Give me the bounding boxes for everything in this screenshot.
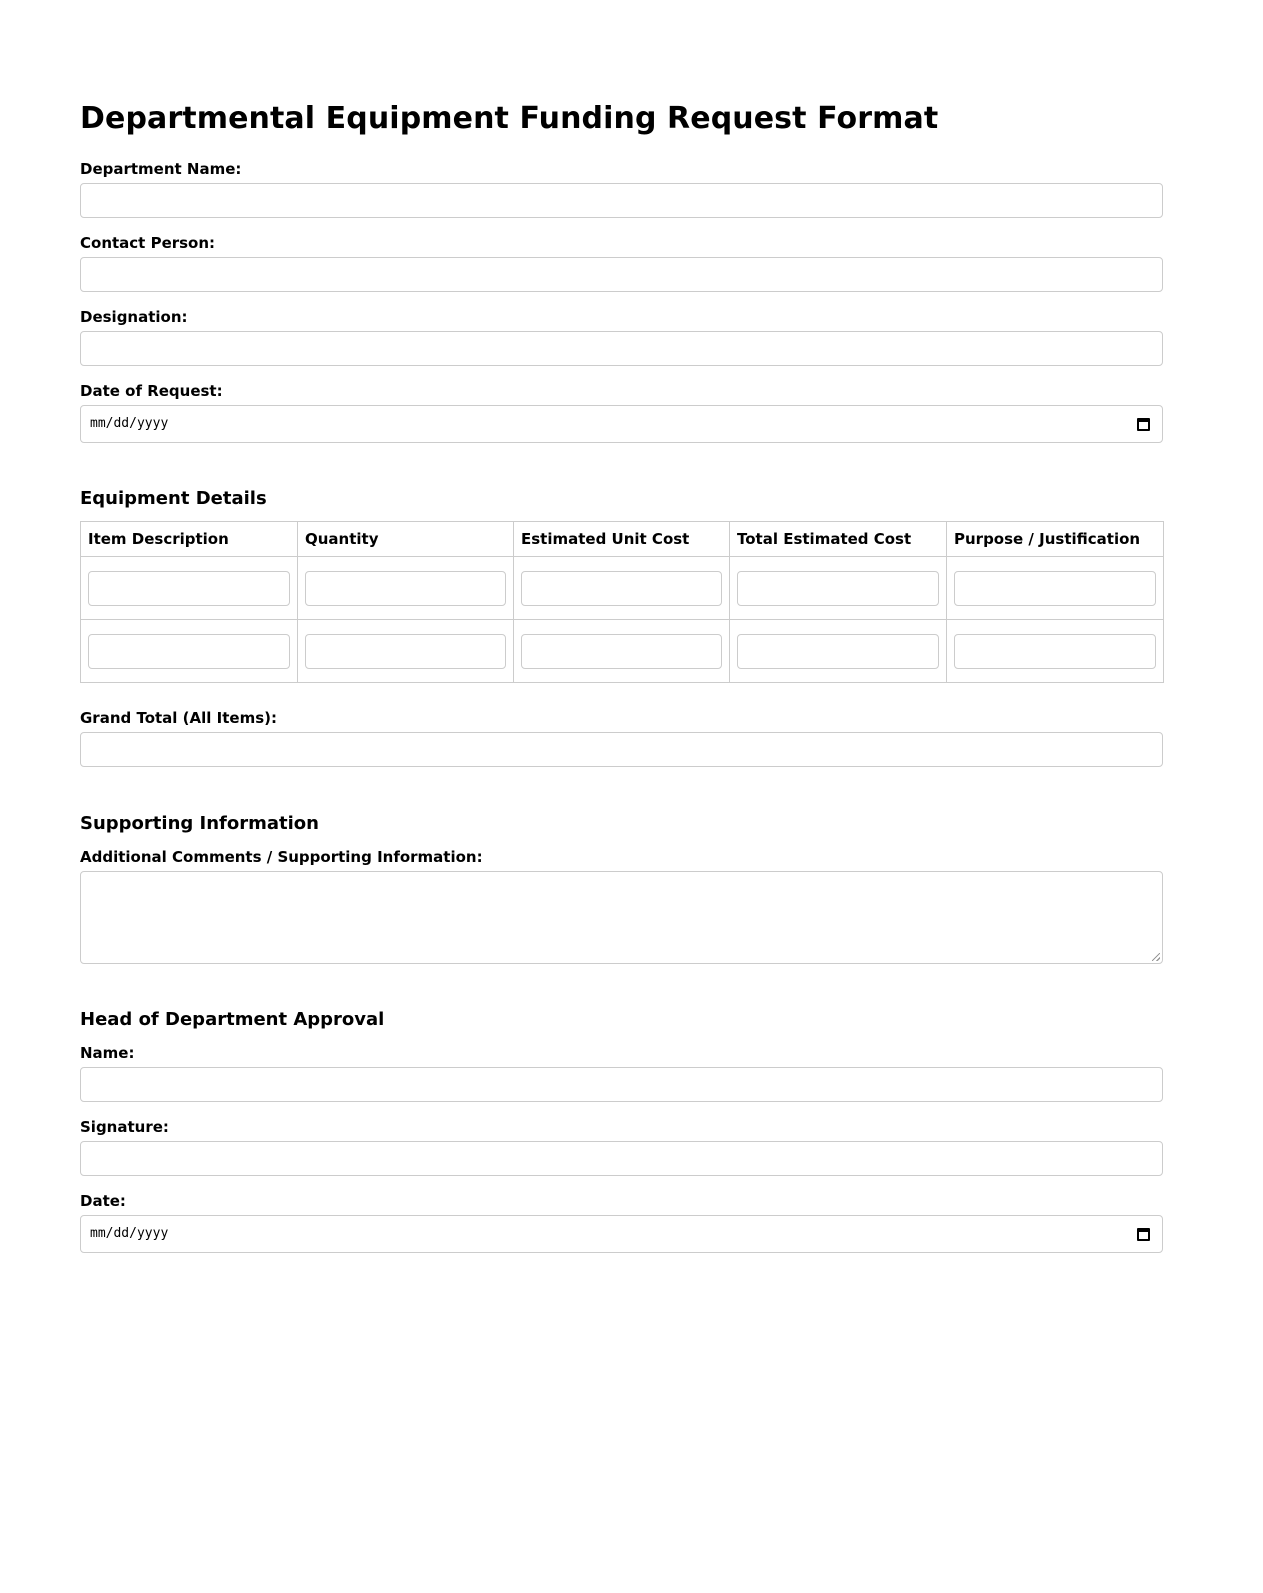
calendar-icon[interactable] <box>1137 418 1150 431</box>
table-row <box>81 557 1164 620</box>
department-name-label: Department Name: <box>80 160 242 178</box>
quantity-input[interactable] <box>305 634 506 669</box>
unit-cost-input[interactable] <box>521 571 722 606</box>
date-of-request-label: Date of Request: <box>80 382 223 400</box>
designation-label: Designation: <box>80 308 188 326</box>
grand-total-label: Grand Total (All Items): <box>80 709 277 727</box>
total-cost-input[interactable] <box>737 571 939 606</box>
column-header: Quantity <box>298 522 514 557</box>
contact-person-label: Contact Person: <box>80 234 216 252</box>
department-name-input[interactable] <box>80 183 1163 218</box>
justification-input[interactable] <box>954 634 1156 669</box>
contact-person-input[interactable] <box>80 257 1163 292</box>
comments-textarea[interactable] <box>80 871 1163 964</box>
table-cell <box>514 620 730 683</box>
column-header: Total Estimated Cost <box>730 522 947 557</box>
date-placeholder: mm/dd/yyyy <box>90 1226 169 1241</box>
approval-date-label: Date: <box>80 1192 126 1210</box>
approver-name-input[interactable] <box>80 1067 1163 1102</box>
item-description-input[interactable] <box>88 571 290 606</box>
equipment-table <box>80 521 1164 683</box>
column-header: Estimated Unit Cost <box>514 522 730 557</box>
approval-heading: Head of Department Approval <box>80 1009 385 1030</box>
item-description-input[interactable] <box>88 634 290 669</box>
table-cell <box>514 557 730 620</box>
table-header-row <box>81 522 1164 557</box>
table-row <box>81 620 1164 683</box>
supporting-information-heading: Supporting Information <box>80 813 319 834</box>
resize-grip-icon[interactable] <box>1152 953 1160 961</box>
approval-date-input[interactable] <box>80 1215 1163 1253</box>
table-cell <box>81 557 298 620</box>
justification-input[interactable] <box>954 571 1156 606</box>
signature-input[interactable] <box>80 1141 1163 1176</box>
page-title: Departmental Equipment Funding Request Format <box>80 101 939 136</box>
grand-total-input[interactable] <box>80 732 1163 767</box>
table-cell <box>947 557 1164 620</box>
approver-name-label: Name: <box>80 1044 135 1062</box>
signature-label: Signature: <box>80 1118 169 1136</box>
table-cell <box>298 557 514 620</box>
equipment-details-heading: Equipment Details <box>80 488 267 509</box>
column-header: Item Description <box>81 522 298 557</box>
designation-input[interactable] <box>80 331 1163 366</box>
quantity-input[interactable] <box>305 571 506 606</box>
comments-label: Additional Comments / Supporting Information: <box>80 848 483 866</box>
calendar-icon[interactable] <box>1137 1228 1150 1241</box>
column-header: Purpose / Justification <box>947 522 1164 557</box>
table-cell <box>730 620 947 683</box>
table-cell <box>81 620 298 683</box>
table-cell <box>730 557 947 620</box>
unit-cost-input[interactable] <box>521 634 722 669</box>
funding-request-form <box>80 0 1163 1241</box>
date-placeholder: mm/dd/yyyy <box>90 416 169 431</box>
total-cost-input[interactable] <box>737 634 939 669</box>
date-of-request-input[interactable] <box>80 405 1163 443</box>
table-cell <box>298 620 514 683</box>
table-cell <box>947 620 1164 683</box>
